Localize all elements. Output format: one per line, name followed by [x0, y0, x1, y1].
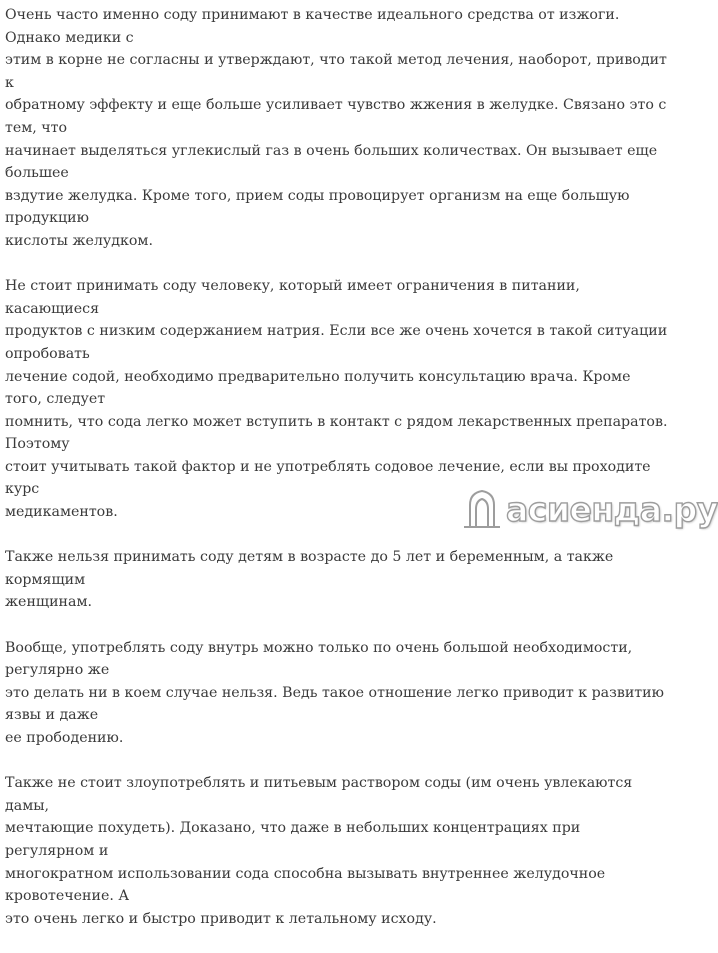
paragraph-weight-loss: Также не стоит злоупотреблять и питьевым раствором соды (им очень увлекаются дамы, мечтающие похудеть). Доказано, что даже в небольших концентрациях при регулярном и многократном использовании сода способна вызывать внутреннее желудочное кровотечение. А это очень легко и быстро приводит к летальному исходу.: [5, 775, 633, 927]
asienda-logo-icon: [462, 487, 502, 531]
paragraph-sodium-diet: Не стоит принимать соду человеку, который имеет ограничения в питании, касающиеся продуктов с низким содержанием натрия. Если все же очень хочется в такой ситуации опробовать лечение содой, необходимо предварительно получить консультацию врача. Кроме того, следует помнить, что сода легко может вступить в контакт с рядом лекарственных препаратов. Поэтому стоит учитывать такой фактор и не употреблять содовое лечение, если вы проходите курс медикаментов.: [5, 278, 668, 521]
site-watermark: [462, 486, 718, 532]
paragraph-internal-use: Вообще, употреблять соду внутрь можно только по очень большой необходимости, регулярно же это делать ни в коем случае нельзя. Ведь такое отношение легко приводит к развитию язвы и даже ее прободению.: [5, 639, 664, 746]
paragraph-children-pregnancy: Также нельзя принимать соду детям в возрасте до 5 лет и беременным, а также кормящим женщинам.: [5, 549, 614, 611]
paragraph-heartburn: Очень часто именно соду принимают в качестве идеального средства от изжоги. Однако медики с этим в корне не согласны и утверждают, что такой метод лечения, наоборот, приводит к обратному эффекту и еще больше усиливает чувство жжения в желудке. Связано это с тем, что начинает выделяться углекислый газ в очень больших количествах. Он вызывает еще большее вздутие желудка. Кроме того, прием соды провоцирует организм на еще большую продукцию кислоты желудком.: [5, 7, 667, 249]
watermark-text: асиенда.ру: [506, 489, 718, 529]
article-body: [5, 4, 671, 953]
